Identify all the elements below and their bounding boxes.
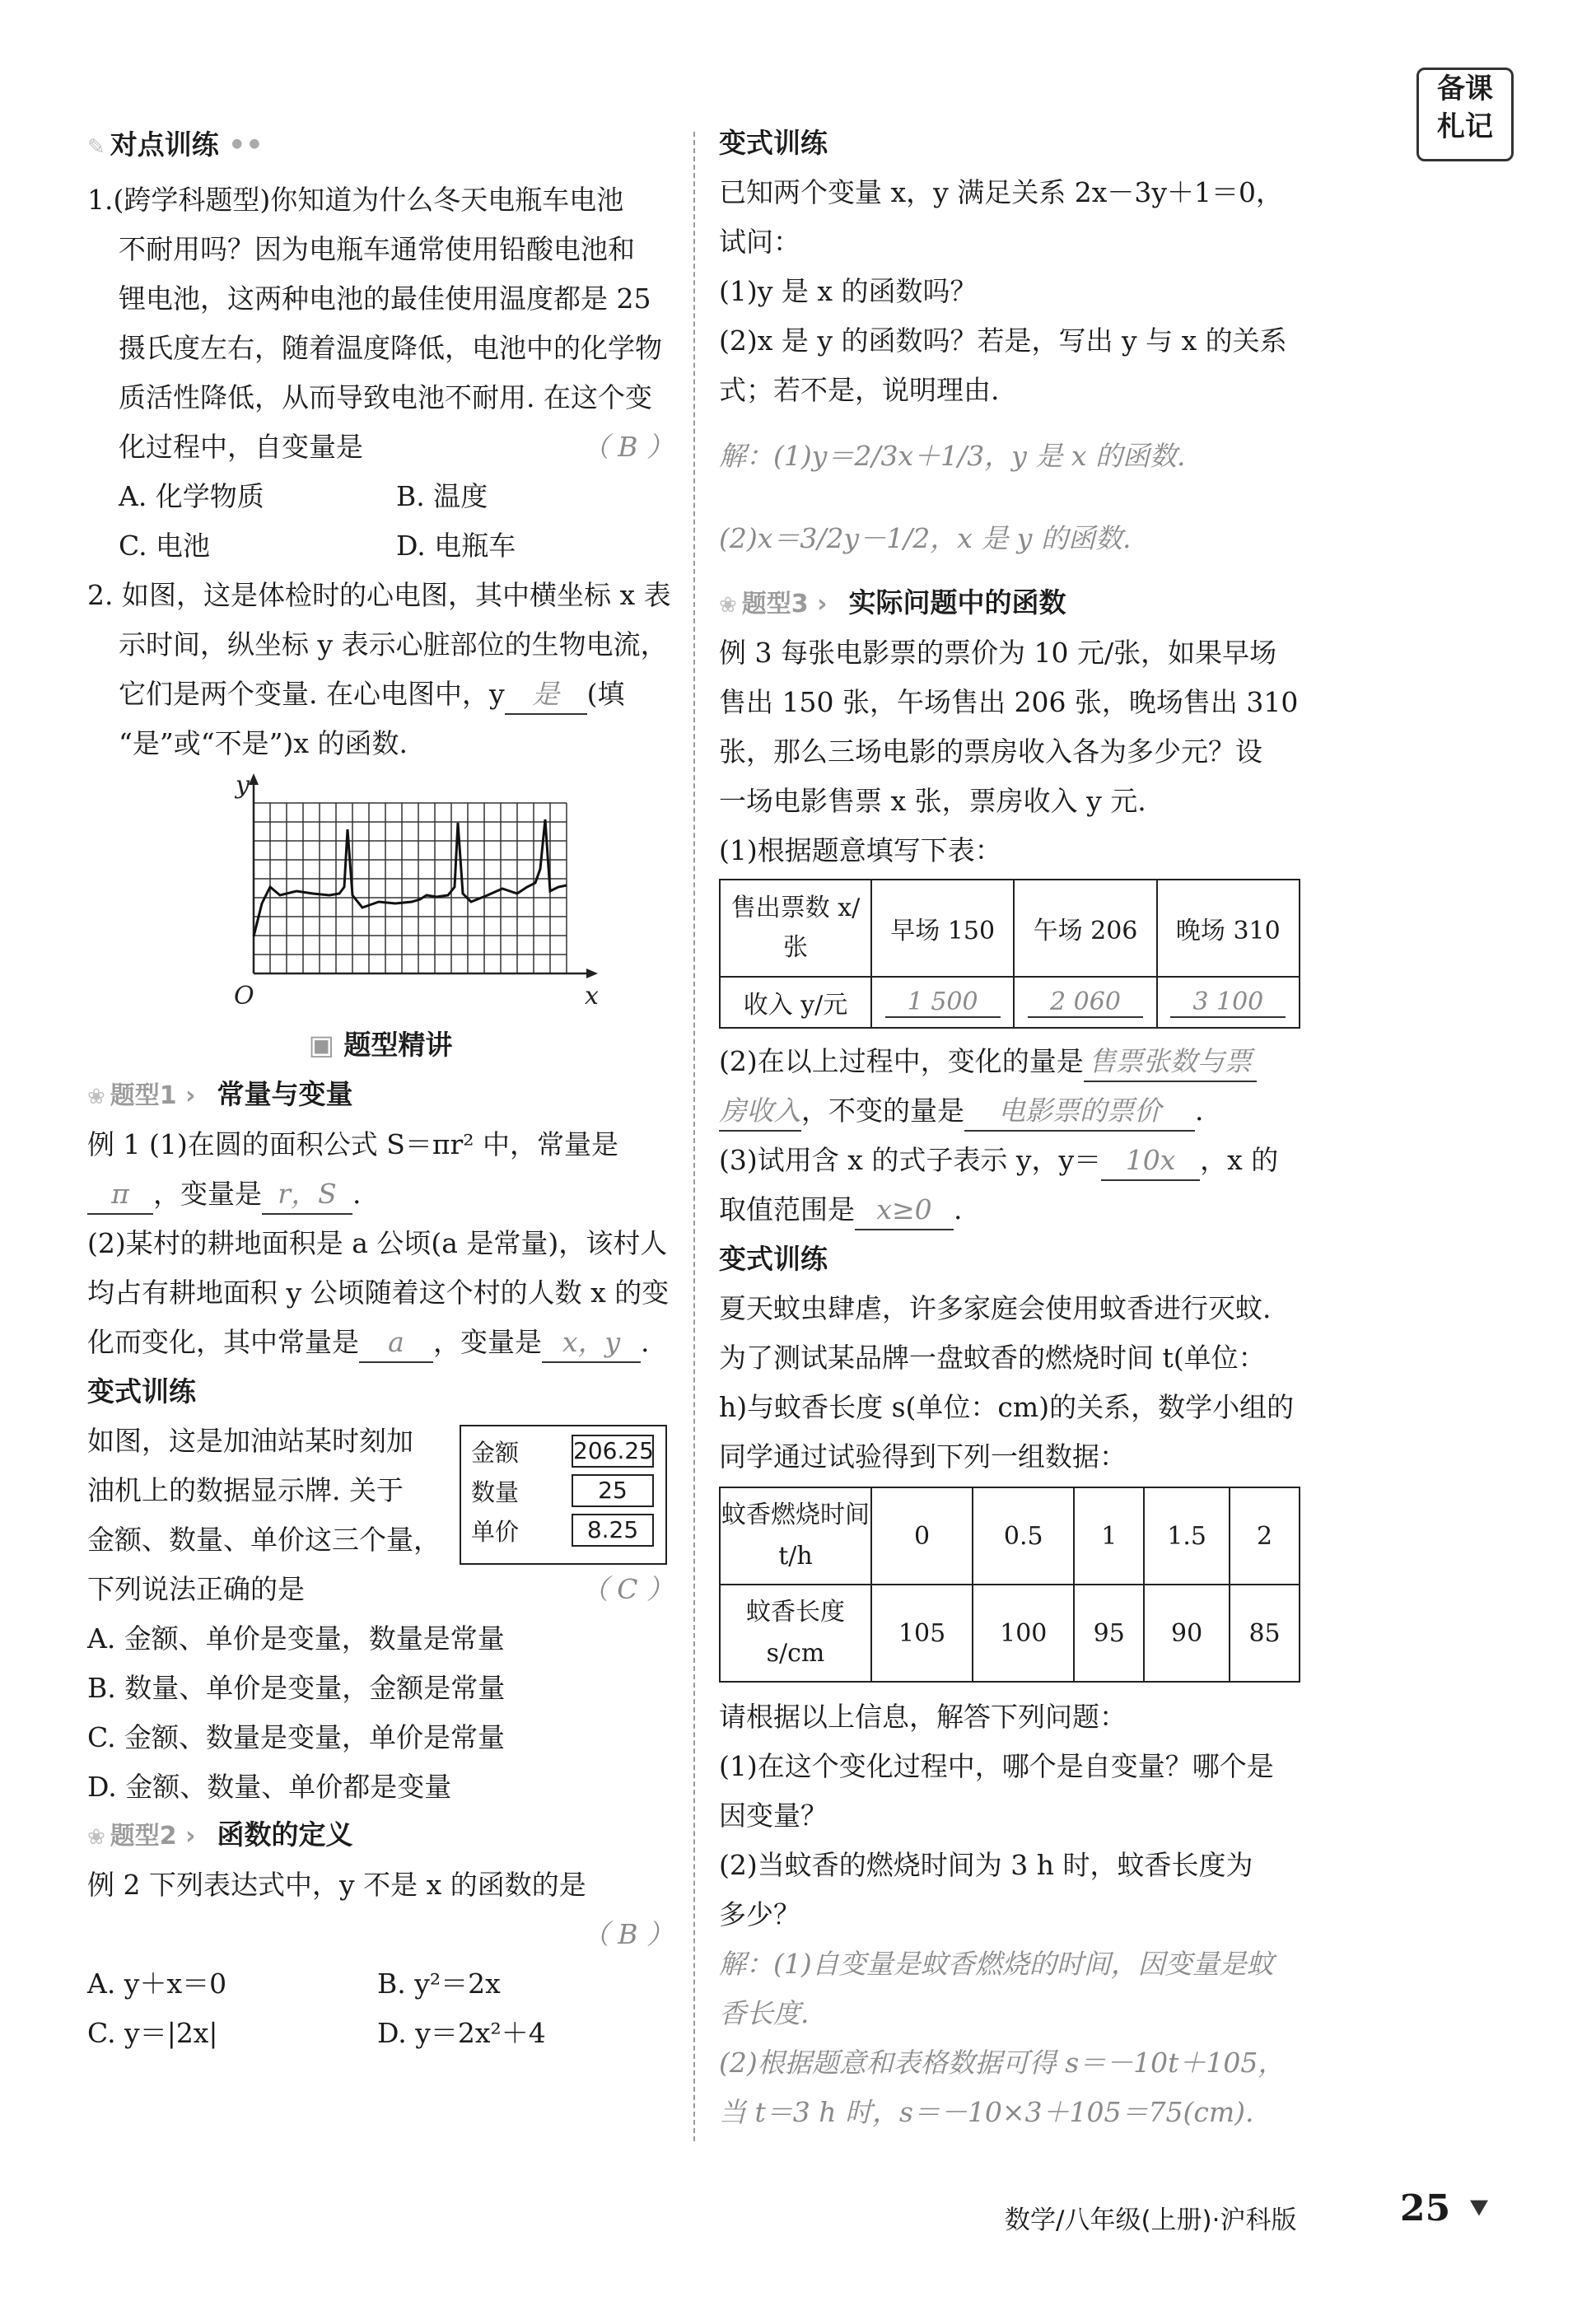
var1-line: 如图，这是加油站某时刻加 bbox=[87, 1425, 413, 1457]
ex1-text: ，变量是 bbox=[153, 1178, 262, 1210]
var3-question: (1)在这个变化过程中，哪个是自变量？哪个是 bbox=[719, 1750, 1274, 1782]
table-cell: 0.5 bbox=[973, 1487, 1074, 1585]
stamp-line-1: 备课 bbox=[1437, 72, 1493, 105]
q2-line: “是”或“不是”)x 的函数. bbox=[119, 727, 408, 759]
table-cell: 蚊香燃烧时间 t/h bbox=[720, 1487, 871, 1585]
table-cell: 105 bbox=[871, 1585, 973, 1682]
table-answer: 3 100 bbox=[1170, 988, 1286, 1018]
question-2 bbox=[87, 571, 674, 768]
fuel-value: 8.25 bbox=[572, 1514, 654, 1547]
variant-2 bbox=[719, 119, 1312, 580]
fuel-label: 数量 bbox=[471, 1477, 520, 1506]
table-row bbox=[720, 977, 1300, 1028]
question-1 bbox=[87, 175, 674, 571]
fuel-row-price bbox=[461, 1510, 665, 1550]
type2-tag: ❀ 题型2 › bbox=[87, 1822, 196, 1851]
option-d: D. 电瓶车 bbox=[396, 530, 516, 562]
ticket-table bbox=[719, 879, 1300, 1029]
q2-blank: 是 bbox=[505, 675, 587, 715]
var2-line: 式；若不是，说明理由. bbox=[719, 374, 1000, 406]
example-3 bbox=[719, 628, 1312, 1235]
var1-option: C. 金额、数量是变量，单价是常量 bbox=[87, 1721, 506, 1753]
page-number: 25 bbox=[1400, 2187, 1451, 2229]
section-practice-heading bbox=[87, 122, 674, 170]
pencil-icon: ✎ bbox=[87, 135, 105, 160]
var2-line: (2)x 是 y 的函数吗？若是，写出 y 与 x 的关系 bbox=[719, 324, 1287, 357]
table-cell: 85 bbox=[1230, 1585, 1300, 1682]
q1-line: 不耐用吗？因为电瓶车通常使用铅酸电池和 bbox=[119, 233, 635, 265]
ex1-text: . bbox=[352, 1178, 362, 1210]
option-c: C. 电池 bbox=[119, 530, 211, 562]
table-cell: 晚场 310 bbox=[1157, 880, 1300, 977]
q1-line: 摄氏度左右，随着温度降低，电池中的化学物 bbox=[119, 332, 662, 364]
type3-heading bbox=[719, 580, 1312, 628]
var2-solution-1: 解：(1)y＝2/3x＋1/3，y 是 x 的函数. bbox=[719, 440, 1186, 472]
option-b: B. 温度 bbox=[396, 480, 488, 512]
var1-option: D. 金额、数量、单价都是变量 bbox=[87, 1771, 452, 1803]
type3-title: 实际问题中的函数 bbox=[848, 586, 1066, 619]
type3-tag-text: 题型3 bbox=[741, 590, 809, 619]
fuel-value: 206.25 bbox=[572, 1435, 654, 1468]
module-title: 题型精讲 bbox=[343, 1029, 453, 1061]
table-cell: 收入 y/元 bbox=[720, 977, 871, 1028]
fuel-display-board bbox=[460, 1425, 667, 1565]
option-a: A. 化学物质 bbox=[119, 480, 264, 512]
var2-line: 试问： bbox=[719, 226, 800, 258]
var3-question: 多少？ bbox=[719, 1898, 800, 1930]
ex3-text: (2)在以上过程中，变化的量是 bbox=[719, 1045, 1084, 1077]
var3-solution: 香长度. bbox=[719, 1997, 810, 2029]
fuel-row-quantity bbox=[461, 1471, 665, 1510]
type3-tag: ❀ 题型3 › bbox=[719, 590, 828, 619]
var1-text: 下列说法正确的是 bbox=[87, 1573, 305, 1605]
ex3-line bbox=[719, 1136, 1312, 1185]
ex1-blank-1: π bbox=[87, 1175, 153, 1215]
table-cell bbox=[871, 977, 1014, 1028]
ex2-options-row bbox=[87, 1959, 674, 2009]
ex3-blank: 10x bbox=[1101, 1141, 1200, 1181]
fuel-label: 单价 bbox=[471, 1517, 520, 1546]
ex3-line: 一场电影售票 x 张，票房收入 y 元. bbox=[719, 785, 1146, 817]
table-cell: 90 bbox=[1144, 1585, 1230, 1682]
table-row bbox=[720, 1585, 1300, 1682]
q1-line bbox=[87, 422, 674, 472]
ex1-line: 例 1 (1)在圆的面积公式 S＝πr² 中，常量是 bbox=[87, 1128, 618, 1160]
leaf-icon: ❀ bbox=[87, 1825, 105, 1850]
fuel-value: 25 bbox=[572, 1474, 654, 1507]
ecg-trace bbox=[254, 819, 567, 936]
var3-question: (2)当蚊香的燃烧时间为 3 h 时，蚊香长度为 bbox=[719, 1849, 1253, 1881]
ex3-text: (3)试用含 x 的式子表示 y，y＝ bbox=[719, 1144, 1102, 1176]
var3-line: 同学通过试验得到下列一组数据： bbox=[719, 1440, 1127, 1473]
ex3-line: 例 3 每张电影票的票价为 10 元/张，如果早场 bbox=[719, 637, 1277, 669]
table-cell: 100 bbox=[973, 1585, 1074, 1682]
ex2-line: 例 2 下列表达式中，y 不是 x 的函数的是 bbox=[87, 1869, 586, 1901]
ex2-answer: （ B ） bbox=[581, 1918, 674, 1950]
ex1-blank-3: a bbox=[359, 1323, 433, 1363]
q1-options-row bbox=[87, 472, 674, 521]
table-row bbox=[720, 880, 1300, 977]
type1-tag-text: 题型1 bbox=[110, 1081, 177, 1110]
ex3-text: . bbox=[954, 1193, 963, 1225]
fuel-label: 金额 bbox=[471, 1438, 520, 1467]
var1-line bbox=[87, 1565, 674, 1614]
ex3-line: (1)根据题意填写下表： bbox=[719, 834, 1002, 866]
ex3-blank: 电影票的票价 bbox=[964, 1092, 1195, 1132]
table-cell: 1.5 bbox=[1144, 1487, 1230, 1585]
q1-answer: （ B ） bbox=[581, 431, 674, 463]
variant2-title: 变式训练 bbox=[719, 127, 828, 159]
footer-book-title: 数学/八年级(上册)·沪科版 bbox=[1005, 2206, 1297, 2235]
variant-3 bbox=[719, 1235, 1312, 2137]
ex1-blank-2: r，S bbox=[262, 1175, 352, 1215]
var2-line: 已知两个变量 x，y 满足关系 2x－3y＋1＝0， bbox=[719, 176, 1283, 208]
ex3-line: 售出 150 张，午场售出 206 张，晚场售出 310 bbox=[719, 686, 1299, 718]
var1-line: 油机上的数据显示牌. 关于 bbox=[87, 1474, 404, 1506]
q1-options-row bbox=[87, 521, 674, 571]
mosquito-coil-table bbox=[719, 1487, 1300, 1683]
table-cell: 0 bbox=[871, 1487, 973, 1585]
q1-line-text: 化过程中，自变量是 bbox=[119, 431, 363, 463]
y-arrow bbox=[249, 773, 259, 785]
table-cell: 午场 206 bbox=[1014, 880, 1156, 977]
ex3-line: 张，那么三场电影的票房收入各为多少元？设 bbox=[719, 735, 1262, 768]
table-row bbox=[720, 1487, 1300, 1585]
var1-line: 金额、数量、单价这三个量， bbox=[87, 1524, 441, 1556]
q2-text: (填 bbox=[586, 678, 625, 710]
table-answer: 2 060 bbox=[1028, 988, 1143, 1018]
q2-line: 示时间，纵坐标 y 表示心脏部位的生物电流， bbox=[119, 628, 668, 661]
column-divider bbox=[693, 132, 695, 2141]
notes-stamp bbox=[1416, 68, 1514, 161]
right-column bbox=[719, 122, 1312, 2137]
variant3-title: 变式训练 bbox=[719, 1243, 828, 1275]
table-cell bbox=[1014, 977, 1156, 1028]
q1-line: 锂电池，这两种电池的最佳使用温度都是 25 bbox=[119, 282, 651, 315]
stamp-line-2: 札记 bbox=[1437, 110, 1493, 143]
table-cell bbox=[1157, 977, 1300, 1028]
variant-1 bbox=[87, 1367, 674, 1812]
table-answer: 1 500 bbox=[885, 988, 1001, 1018]
leaf-icon: ❀ bbox=[719, 593, 737, 618]
ex1-line bbox=[87, 1169, 674, 1219]
table-cell: 早场 150 bbox=[871, 880, 1014, 977]
ex3-line bbox=[719, 1037, 1312, 1086]
origin-label: O bbox=[234, 982, 254, 1011]
var3-question: 因变量？ bbox=[719, 1800, 828, 1832]
fuel-row-amount bbox=[461, 1431, 665, 1471]
type1-tag: ❀ 题型1 › bbox=[87, 1081, 196, 1110]
var2-line: (1)y 是 x 的函数吗？ bbox=[719, 275, 978, 307]
ex1-text: . bbox=[641, 1326, 650, 1358]
var3-line: 为了测试某品牌一盘蚊香的燃烧时间 t(单位： bbox=[719, 1342, 1266, 1374]
book-icon: ▣ bbox=[308, 1029, 344, 1061]
ecg-grid bbox=[254, 803, 567, 973]
ex3-text: ，不变的量是 bbox=[801, 1095, 964, 1127]
ex1-text: ，变量是 bbox=[433, 1326, 542, 1358]
variant1-title: 变式训练 bbox=[87, 1375, 196, 1407]
example-2 bbox=[87, 1860, 674, 2058]
option-d: D. y＝2x²＋4 bbox=[377, 2017, 546, 2049]
type2-title: 函数的定义 bbox=[217, 1818, 353, 1851]
var3-line: h)与蚊香长度 s(单位：cm)的关系，数学小组的 bbox=[719, 1391, 1295, 1423]
ex3-text: . bbox=[1195, 1095, 1204, 1127]
dots-icon: •• bbox=[218, 128, 264, 161]
x-arrow bbox=[586, 969, 598, 978]
var1-option: A. 金额、单价是变量，数量是常量 bbox=[87, 1622, 505, 1655]
var3-question: 请根据以上信息，解答下列问题： bbox=[719, 1701, 1127, 1733]
ex3-line bbox=[719, 1086, 1312, 1136]
table-cell: 1 bbox=[1074, 1487, 1144, 1585]
type1-title: 常量与变量 bbox=[217, 1078, 353, 1110]
ex1-line: (2)某村的耕地面积是 a 公顷(a 是常量)，该村人 bbox=[87, 1227, 668, 1259]
ex1-blank-4: x，y bbox=[542, 1323, 641, 1363]
ecg-figure bbox=[165, 772, 626, 1011]
q2-line: 2. 如图，这是体检时的心电图，其中横坐标 x 表 bbox=[87, 579, 671, 611]
section-title: 对点训练 bbox=[110, 128, 219, 161]
example-1 bbox=[87, 1120, 674, 1367]
table-cell: 2 bbox=[1230, 1487, 1300, 1585]
module-heading bbox=[87, 1022, 674, 1068]
ribbon-icon: ⯆ bbox=[1466, 2191, 1492, 2229]
ex1-line: 均占有耕地面积 y 公顷随着这个村的人数 x 的变 bbox=[87, 1277, 670, 1309]
var3-line: 夏天蚊虫肆虐，许多家庭会使用蚊香进行灭蚊. bbox=[719, 1292, 1272, 1324]
option-c: C. y＝|2x| bbox=[87, 2017, 218, 2049]
q1-line: 1.(跨学科题型)你知道为什么冬天电瓶车电池 bbox=[87, 184, 624, 216]
ex3-blank: 售票张数与票 bbox=[1084, 1043, 1257, 1082]
ex1-text: 化而变化，其中常量是 bbox=[87, 1326, 359, 1358]
type2-tag-text: 题型2 bbox=[110, 1822, 177, 1851]
leaf-icon: ❀ bbox=[87, 1085, 105, 1109]
q1-line: 质活性降低，从而导致电池不耐用. 在这个变 bbox=[119, 381, 652, 413]
ex3-blank: x≥0 bbox=[855, 1191, 954, 1230]
ex2-answer-line bbox=[87, 1910, 674, 1959]
left-column bbox=[87, 122, 674, 2058]
q2-line bbox=[87, 670, 674, 719]
y-axis-label: y bbox=[236, 772, 250, 800]
q2-text: 它们是两个变量. 在心电图中，y bbox=[119, 678, 505, 710]
var1-option: B. 数量、单价是变量，金额是常量 bbox=[87, 1672, 506, 1704]
var1-answer: （ C ） bbox=[581, 1573, 674, 1605]
type1-heading bbox=[87, 1071, 674, 1120]
ex1-line bbox=[87, 1318, 674, 1367]
ex3-text: ，x 的 bbox=[1200, 1144, 1279, 1176]
x-axis-label: x bbox=[585, 982, 599, 1011]
var3-solution: 解：(1)自变量是蚊香燃烧的时间，因变量是蚊 bbox=[719, 1948, 1274, 1980]
type2-heading bbox=[87, 1812, 674, 1860]
ex3-blank: 房收入 bbox=[719, 1092, 801, 1132]
table-cell: 95 bbox=[1074, 1585, 1144, 1682]
var2-solution-2: (2)x＝3/2y－1/2，x 是 y 的函数. bbox=[719, 522, 1132, 554]
var3-solution: (2)根据题意和表格数据可得 s＝－10t＋105， bbox=[719, 2047, 1286, 2079]
option-b: B. y²＝2x bbox=[377, 1968, 501, 2000]
var3-solution: 当 t＝3 h 时，s＝－10×3＋105＝75(cm). bbox=[719, 2096, 1254, 2128]
ex3-text: 取值范围是 bbox=[719, 1193, 855, 1225]
option-a: A. y＋x＝0 bbox=[87, 1968, 227, 2000]
table-cell: 售出票数 x/张 bbox=[720, 880, 871, 977]
ex3-line bbox=[719, 1185, 1312, 1235]
ex2-options-row bbox=[87, 2009, 674, 2058]
table-cell: 蚊香长度 s/cm bbox=[720, 1585, 871, 1682]
